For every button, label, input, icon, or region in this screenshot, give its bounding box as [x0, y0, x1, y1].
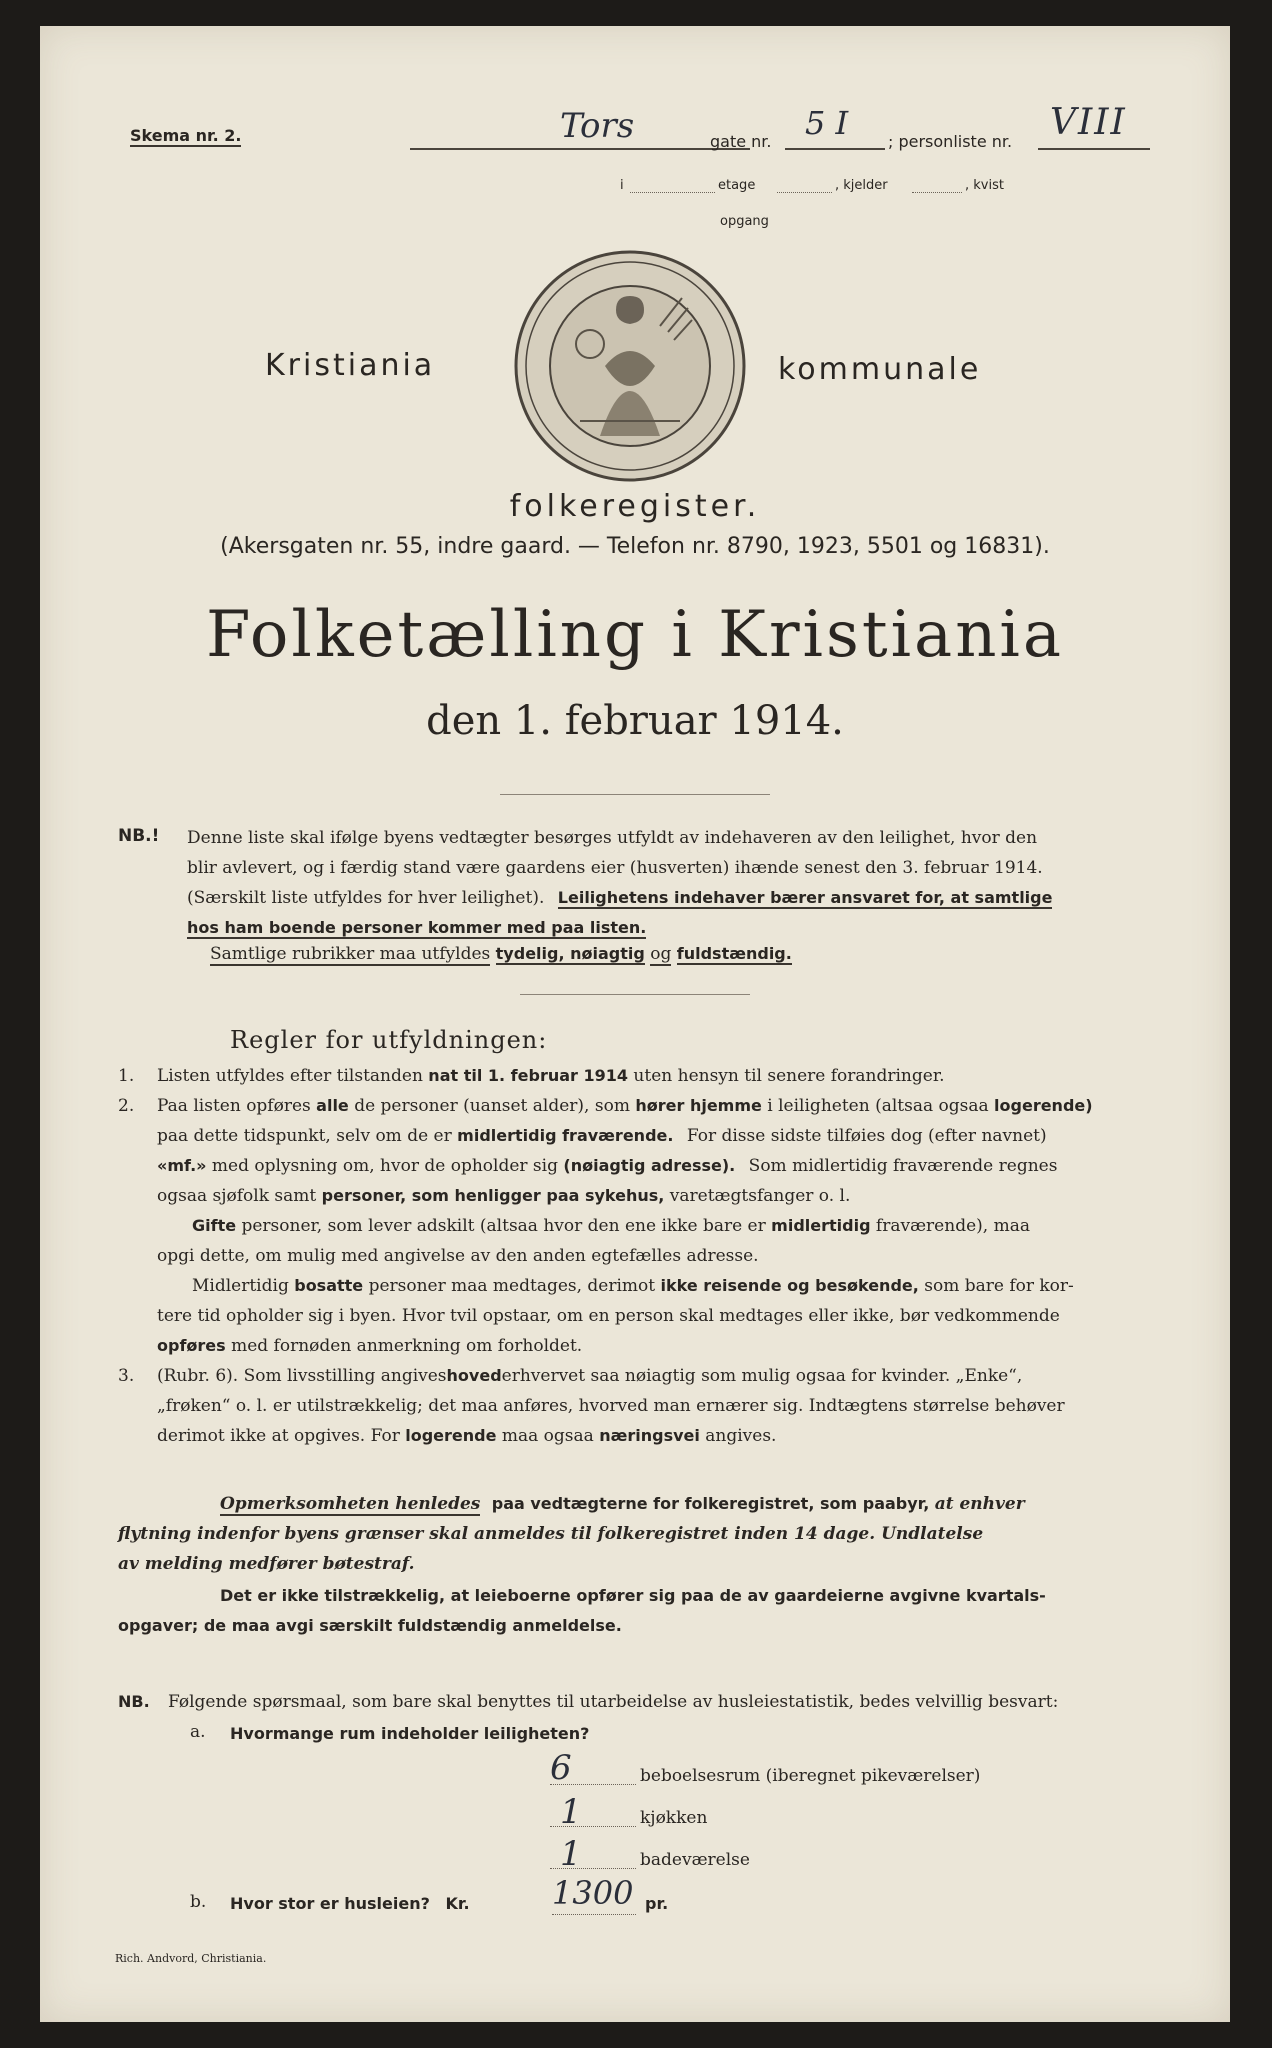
rule-2-line-4: ogsaa sjøfolk samt personer, som henligger paa sykehus, varetægtsfanger o. l. — [157, 1186, 851, 1206]
kvist-label: , kvist — [965, 178, 1004, 193]
notice-line-3: av melding medfører bøtestraf. — [118, 1554, 415, 1574]
rule-3-line-1: (Rubr. 6). Som livsstilling angiveshovederhvervet saa nøiagtig som mulig ogsaa for kvinder. „Enke“, — [157, 1366, 1023, 1386]
etage-dots — [630, 192, 715, 193]
nb1-line-1: Denne liste skal ifølge byens vedtægter besørges utfyldt av indehaveren av den leilighet, hvor den — [187, 828, 1038, 848]
street-handwritten: Tors — [560, 106, 635, 146]
question-b-text: Hvor stor er husleien? Kr. — [230, 1894, 470, 1913]
notice-line-2: flytning indenfor byens grænser skal anmeldes til folkeregistret inden 14 dage. Undlatelse — [118, 1524, 984, 1544]
nb1-line-4: hos ham boende personer kommer med paa listen. — [187, 918, 647, 937]
rule-2-line-3: «mf.» med oplysning om, hvor de opholder sig (nøiagtig adresse). Som midlertidig fraværende regnes — [157, 1156, 1058, 1176]
kristiania-seal-icon — [510, 246, 750, 486]
question-b-label: b. — [190, 1892, 207, 1912]
org-right-word: kommunale — [778, 352, 982, 387]
rooms-value-0: 6 — [550, 1748, 572, 1788]
nb1-line-5: Samtlige rubrikker maa utfyldes tydelig, nøiagtig og fuldstændig. — [210, 944, 792, 964]
gate-handwritten: 5 I — [805, 104, 849, 142]
document-title: Folketælling i Kristiania — [205, 598, 1065, 672]
notice-line-4: Det er ikke tilstrækkelig, at leieboerne opfører sig paa de av gaardeierne avgivne kvartals- — [220, 1586, 1046, 1605]
question-a-text: Hvormange rum indeholder leiligheten? — [230, 1724, 590, 1743]
personliste-line — [1038, 148, 1150, 150]
rent-dots — [552, 1914, 636, 1915]
rule-1-text: Listen utfyldes efter tilstanden nat til 1. februar 1914 uten hensyn til senere forandringer. — [157, 1066, 945, 1086]
nb1-divider — [520, 994, 750, 995]
title-divider — [500, 794, 770, 795]
rule-2-line-6: opgi dette, om mulig med angivelse av den anden egtefælles adresse. — [157, 1246, 759, 1266]
rule-2-line-9: opføres med fornøden anmerkning om forholdet. — [157, 1336, 583, 1356]
rooms-label-0: beboelsesrum (iberegnet pikeværelser) — [640, 1766, 981, 1786]
org-address: (Akersgaten nr. 55, indre gaard. — Telefon nr. 8790, 1923, 5501 og 16831). — [220, 534, 1050, 559]
nb1-line-3: (Særskilt liste utfyldes for hver leilighet). Leilighetens indehaver bærer ansvaret for, at samtlige — [187, 888, 1053, 908]
personliste-label: ; personliste nr. — [888, 132, 1013, 151]
rule-2-line-5: Gifte personer, som lever adskilt (altsaa hvor den ene ikke bare er midlertidig fraværende), maa — [192, 1216, 1030, 1236]
rooms-value-1: 1 — [560, 1792, 582, 1832]
rent-period: pr. — [645, 1894, 669, 1913]
rule-1-number: 1. — [118, 1066, 135, 1086]
gate-label: gate nr. — [710, 132, 772, 151]
rooms-label-2: badeværelse — [640, 1850, 750, 1870]
nb1-label: NB.! — [118, 826, 160, 846]
kjelder-label: , kjelder — [835, 178, 888, 193]
skema-label: Skema nr. 2. — [130, 126, 242, 145]
question-a-label: a. — [190, 1722, 206, 1742]
street-line — [410, 148, 750, 150]
rule-2-line-8: tere tid opholder sig i byen. Hvor tvil opstaar, om en person skal medtages eller ikke, bør vedkommende — [157, 1306, 1060, 1326]
rule-3-line-2: „frøken“ o. l. er utilstrækkelig; det maa anføres, hvorved man ernærer sig. Indtægtens størrelse behøver — [157, 1396, 1065, 1416]
rule-2-line-2: paa dette tidspunkt, selv om de er midlertidig fraværende. For disse sidste tilføies dog (efter navnet) — [157, 1126, 1047, 1146]
i-label: i — [620, 178, 624, 193]
document-date: den 1. februar 1914. — [426, 698, 844, 744]
kjelder-dots — [777, 192, 832, 193]
kvist-dots — [912, 192, 962, 193]
rule-3-number: 3. — [118, 1366, 135, 1386]
printer-imprint: Rich. Andvord, Christiania. — [115, 1952, 267, 1965]
questions-intro: Følgende spørsmaal, som bare skal benyttes til utarbeidelse av husleiestatistik, bedes velvillig besvart: — [168, 1692, 1059, 1712]
etage-label: etage — [718, 178, 756, 193]
opgang-label: opgang — [720, 214, 769, 229]
rule-2-number: 2. — [118, 1096, 135, 1116]
rule-3-line-3: derimot ikke at opgives. For logerende maa ogsaa næringsvei angives. — [157, 1426, 777, 1446]
org-left-word: Kristiania — [265, 348, 436, 383]
folkeregister-heading: folkeregister. — [509, 489, 761, 524]
questions-nb-label: NB. — [118, 1692, 150, 1711]
rule-2-line-7: Midlertidig bosatte personer maa medtages, derimot ikke reisende og besøkende, som bare for kor- — [192, 1276, 1074, 1296]
rules-heading: Regler for utfyldningen: — [230, 1026, 548, 1054]
rule-2-line-1: Paa listen opføres alle de personer (uanset alder), som hører hjemme i leiligheten (altsaa ogsaa logerende) — [157, 1096, 1093, 1116]
notice-line-1: Opmerksomheten henledes paa vedtægterne for folkeregistret, som paabyr, at enhver — [220, 1494, 1025, 1514]
gate-line — [785, 148, 885, 150]
personliste-handwritten: VIII — [1050, 102, 1127, 143]
nb1-line-2: blir avlevert, og i færdig stand være gaardens eier (husverten) ihænde senest den 3. februar 1914. — [187, 858, 1043, 878]
rent-value: 1300 — [552, 1874, 634, 1912]
form-sheet — [40, 26, 1230, 2022]
notice-line-5: opgaver; de maa avgi særskilt fuldstændig anmeldelse. — [118, 1616, 622, 1635]
rooms-value-2: 1 — [560, 1834, 582, 1874]
rooms-label-1: kjøkken — [640, 1808, 708, 1828]
